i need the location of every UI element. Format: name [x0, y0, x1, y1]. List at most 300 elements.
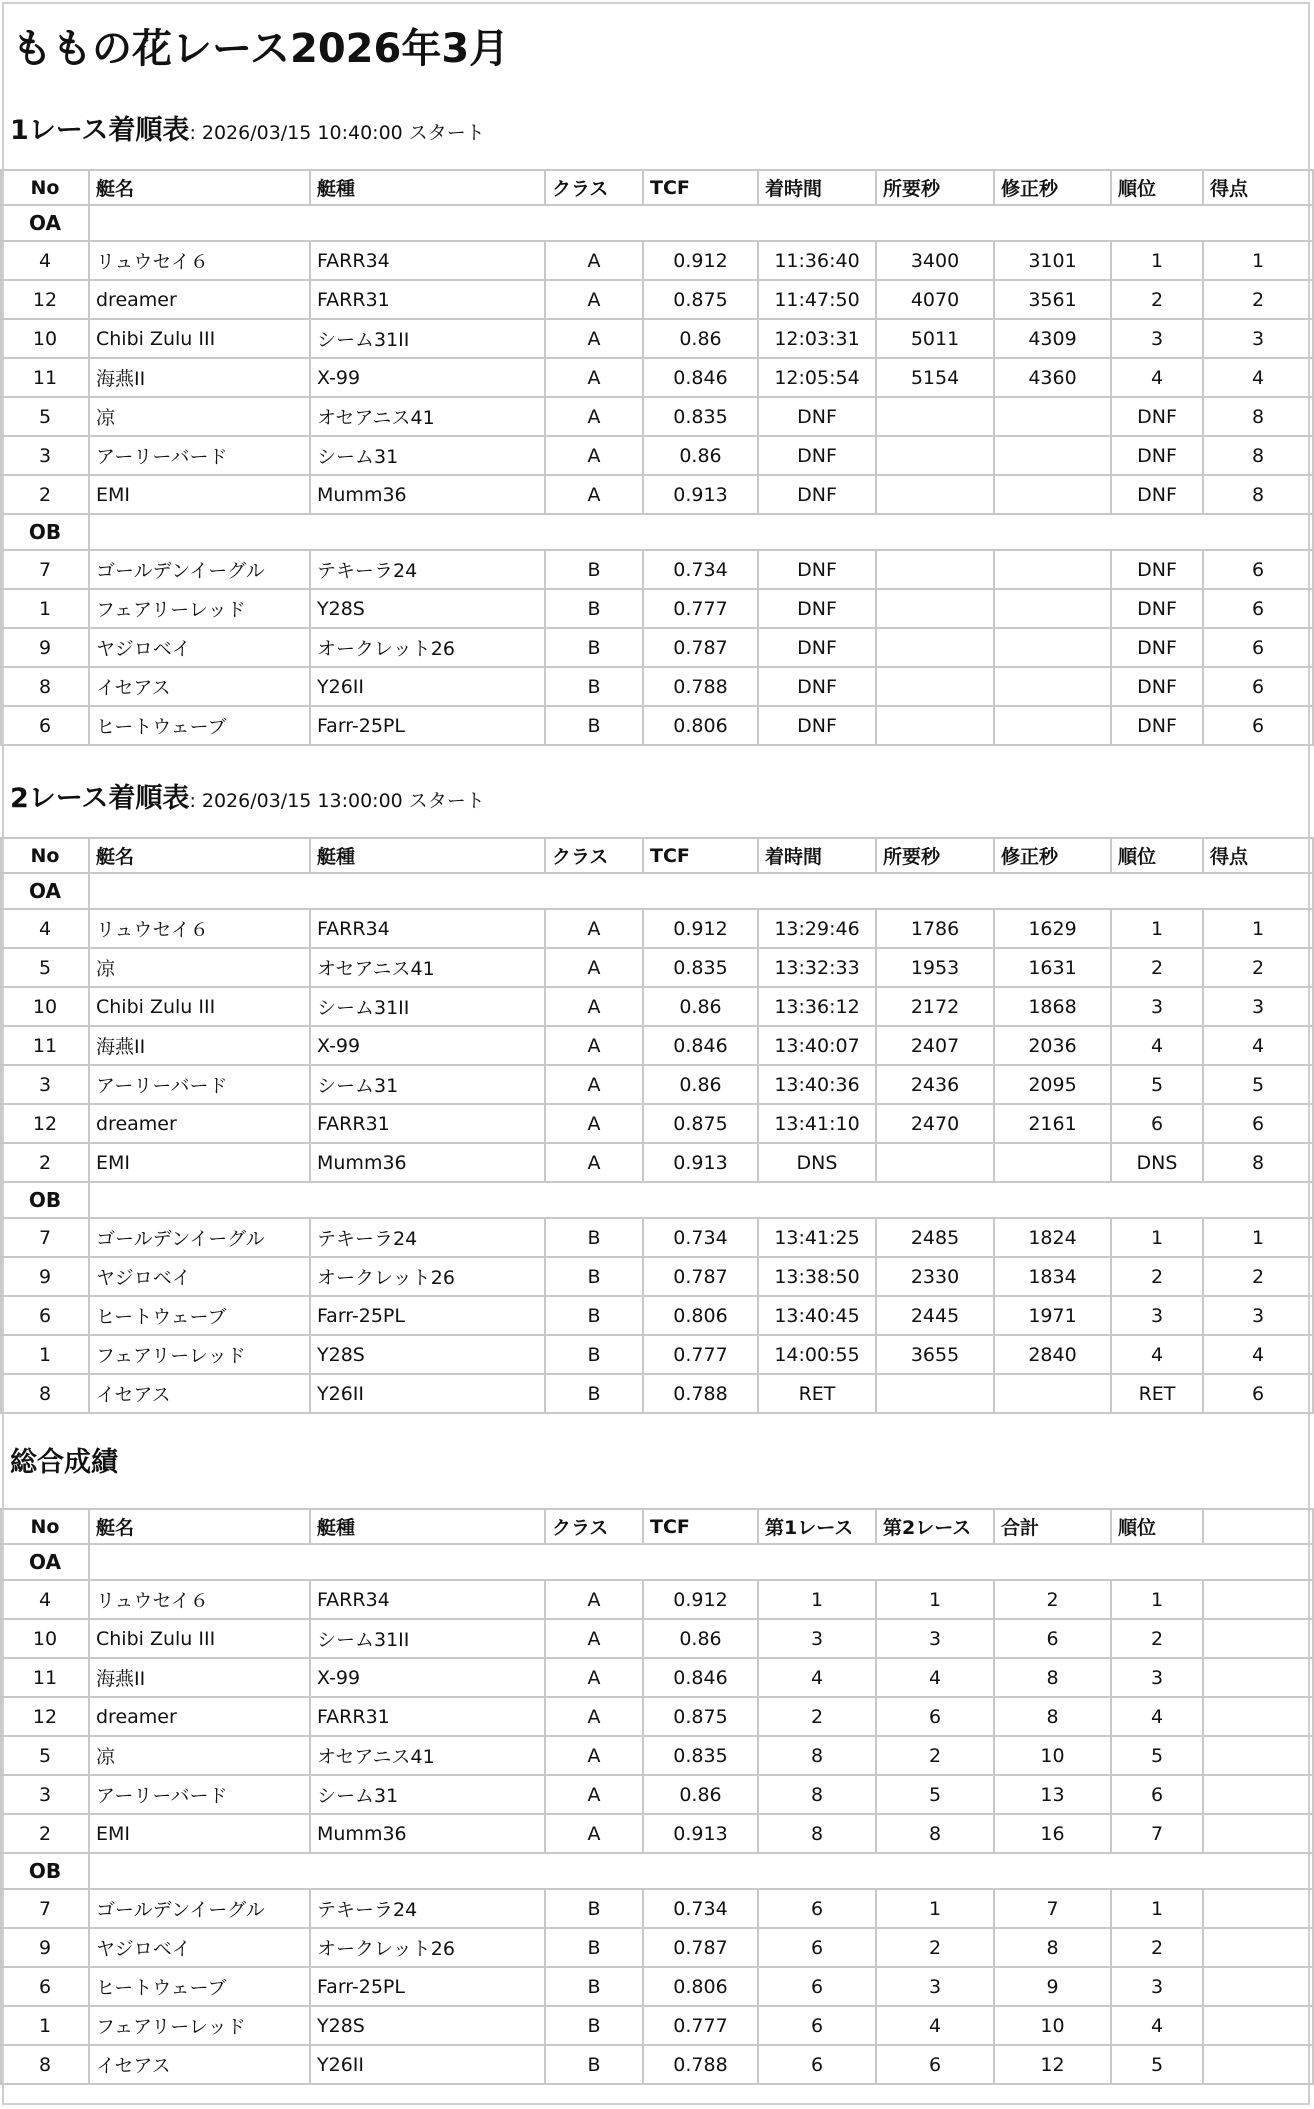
cell-col7: 3	[876, 1967, 994, 2006]
cell-no: 6	[1, 706, 89, 745]
cell-col7: 2445	[876, 1296, 994, 1335]
cell-boat-name: 海燕II	[89, 358, 310, 397]
overall-results-table	[0, 1508, 1314, 2085]
column-header-tcf: TCF	[643, 170, 758, 205]
cell-col8: 2161	[994, 1104, 1111, 1143]
cell-col7: 1	[876, 1889, 994, 1928]
table-row	[1, 987, 1313, 1026]
cell-class: B	[545, 706, 643, 745]
cell-col6: 6	[758, 1928, 876, 1967]
cell-class: B	[545, 2006, 643, 2045]
cell-col7: 2330	[876, 1257, 994, 1296]
cell-class: B	[545, 1296, 643, 1335]
cell-tcf: 0.846	[643, 1026, 758, 1065]
table-row	[1, 628, 1313, 667]
cell-col9: DNF	[1111, 628, 1203, 667]
cell-col8: 16	[994, 1814, 1111, 1853]
cell-col8: 3101	[994, 241, 1111, 280]
cell-col9: 2	[1111, 1928, 1203, 1967]
cell-col6: 13:41:25	[758, 1218, 876, 1257]
cell-col7: 4	[876, 2006, 994, 2045]
cell-tcf: 0.835	[643, 948, 758, 987]
cell-boat-name: フェアリーレッド	[89, 2006, 310, 2045]
cell-boat-type: Y26II	[310, 667, 545, 706]
cell-col9: 6	[1111, 1104, 1203, 1143]
cell-tcf: 0.913	[643, 475, 758, 514]
cell-col10	[1203, 1697, 1313, 1736]
cell-col9: 5	[1111, 1736, 1203, 1775]
cell-col9: 3	[1111, 1658, 1203, 1697]
cell-boat-type: シーム31II	[310, 319, 545, 358]
cell-class: A	[545, 358, 643, 397]
cell-col6: 8	[758, 1736, 876, 1775]
cell-col8: 1868	[994, 987, 1111, 1026]
cell-col6: 8	[758, 1775, 876, 1814]
cell-no: 7	[1, 550, 89, 589]
cell-no: 8	[1, 1374, 89, 1413]
cell-col6: 13:40:07	[758, 1026, 876, 1065]
table-row	[1, 1374, 1313, 1413]
cell-col10: 3	[1203, 987, 1313, 1026]
cell-boat-name: EMI	[89, 1143, 310, 1182]
cell-tcf: 0.875	[643, 280, 758, 319]
cell-boat-name: アーリーバード	[89, 1775, 310, 1814]
cell-col8: 9	[994, 1967, 1111, 2006]
cell-boat-type: Y26II	[310, 1374, 545, 1413]
table-row	[1, 1296, 1313, 1335]
table-row	[1, 1257, 1313, 1296]
cell-boat-type: Y26II	[310, 2045, 545, 2084]
cell-col10: 2	[1203, 948, 1313, 987]
cell-no: 2	[1, 1814, 89, 1853]
cell-col10: 1	[1203, 1218, 1313, 1257]
cell-col10: 8	[1203, 397, 1313, 436]
group-row-filler	[89, 1182, 1313, 1218]
cell-no: 8	[1, 2045, 89, 2084]
cell-col8: 1631	[994, 948, 1111, 987]
cell-class: B	[545, 1218, 643, 1257]
table-row	[1, 1335, 1313, 1374]
table-row	[1, 1026, 1313, 1065]
cell-col6: DNS	[758, 1143, 876, 1182]
cell-col6: 13:40:36	[758, 1065, 876, 1104]
cell-tcf: 0.86	[643, 1775, 758, 1814]
cell-col8: 4309	[994, 319, 1111, 358]
table-row	[1, 948, 1313, 987]
cell-col10	[1203, 1967, 1313, 2006]
cell-boat-name: アーリーバード	[89, 436, 310, 475]
cell-col7: 5	[876, 1775, 994, 1814]
cell-col6: DNF	[758, 436, 876, 475]
cell-no: 7	[1, 1889, 89, 1928]
race2-title: 2レース着順表	[10, 783, 190, 814]
cell-col7: 6	[876, 1697, 994, 1736]
cell-col9: 4	[1111, 1697, 1203, 1736]
cell-boat-name: dreamer	[89, 280, 310, 319]
cell-col8	[994, 628, 1111, 667]
cell-col7	[876, 397, 994, 436]
cell-no: 5	[1, 948, 89, 987]
cell-col10: 3	[1203, 1296, 1313, 1335]
cell-no: 4	[1, 909, 89, 948]
cell-col8: 1824	[994, 1218, 1111, 1257]
cell-col6: 6	[758, 1889, 876, 1928]
cell-boat-name: ゴールデンイーグル	[89, 1218, 310, 1257]
cell-col10: 6	[1203, 550, 1313, 589]
cell-no: 12	[1, 1697, 89, 1736]
table-row	[1, 1143, 1313, 1182]
cell-boat-name: ヤジロベイ	[89, 628, 310, 667]
cell-col9: 1	[1111, 909, 1203, 948]
cell-boat-type: オークレット26	[310, 1928, 545, 1967]
cell-col6: 14:00:55	[758, 1335, 876, 1374]
cell-col6: 13:38:50	[758, 1257, 876, 1296]
cell-col8	[994, 1374, 1111, 1413]
table-row	[1, 1658, 1313, 1697]
cell-col6: 12:03:31	[758, 319, 876, 358]
cell-col9: DNS	[1111, 1143, 1203, 1182]
column-header-col6: 着時間	[758, 170, 876, 205]
column-header-tcf: TCF	[643, 1509, 758, 1544]
cell-col8: 2095	[994, 1065, 1111, 1104]
cell-col8: 4360	[994, 358, 1111, 397]
cell-col9: 1	[1111, 1218, 1203, 1257]
cell-boat-name: イセアス	[89, 1374, 310, 1413]
cell-boat-type: FARR34	[310, 1580, 545, 1619]
cell-boat-name: Chibi Zulu III	[89, 319, 310, 358]
cell-boat-type: Mumm36	[310, 1143, 545, 1182]
cell-no: 3	[1, 436, 89, 475]
cell-col7: 2485	[876, 1218, 994, 1257]
race1-title: 1レース着順表	[10, 115, 190, 146]
group-label: OA	[1, 205, 89, 241]
cell-no: 10	[1, 319, 89, 358]
cell-col9: 3	[1111, 319, 1203, 358]
cell-boat-type: テキーラ24	[310, 1218, 545, 1257]
cell-boat-type: FARR31	[310, 1104, 545, 1143]
cell-no: 3	[1, 1065, 89, 1104]
cell-col8	[994, 550, 1111, 589]
cell-col10	[1203, 1619, 1313, 1658]
cell-col7	[876, 628, 994, 667]
cell-col6: 11:47:50	[758, 280, 876, 319]
cell-col6: 13:36:12	[758, 987, 876, 1026]
cell-col6: 6	[758, 2045, 876, 2084]
cell-tcf: 0.912	[643, 1580, 758, 1619]
race1-results-table	[0, 169, 1314, 746]
column-header-col7: 所要秒	[876, 170, 994, 205]
cell-col8	[994, 475, 1111, 514]
cell-col9: 7	[1111, 1814, 1203, 1853]
cell-col7	[876, 436, 994, 475]
group-row	[1, 514, 1313, 550]
cell-class: A	[545, 1814, 643, 1853]
cell-col9: 6	[1111, 1775, 1203, 1814]
cell-boat-name: ヒートウェーブ	[89, 1296, 310, 1335]
cell-col6: DNF	[758, 667, 876, 706]
cell-col9: 1	[1111, 241, 1203, 280]
table-row	[1, 589, 1313, 628]
cell-no: 4	[1, 241, 89, 280]
column-header-col6: 着時間	[758, 838, 876, 873]
page-title: ももの花レース2026年3月	[12, 26, 510, 72]
column-header-no: No	[1, 838, 89, 873]
cell-col9: 5	[1111, 1065, 1203, 1104]
cell-boat-name: ゴールデンイーグル	[89, 1889, 310, 1928]
cell-col8: 2036	[994, 1026, 1111, 1065]
cell-col7	[876, 1374, 994, 1413]
cell-col8: 7	[994, 1889, 1111, 1928]
table-row	[1, 1814, 1313, 1853]
column-header-boat-name: 艇名	[89, 170, 310, 205]
cell-class: A	[545, 1775, 643, 1814]
cell-no: 10	[1, 1619, 89, 1658]
cell-col7: 4070	[876, 280, 994, 319]
cell-col7	[876, 667, 994, 706]
cell-col6: DNF	[758, 475, 876, 514]
cell-class: B	[545, 1889, 643, 1928]
cell-col8: 10	[994, 2006, 1111, 2045]
cell-class: A	[545, 1658, 643, 1697]
cell-no: 11	[1, 358, 89, 397]
cell-col9: DNF	[1111, 397, 1203, 436]
cell-col10	[1203, 1580, 1313, 1619]
table-row	[1, 1218, 1313, 1257]
cell-col10	[1203, 2045, 1313, 2084]
table-row	[1, 397, 1313, 436]
column-header-col9: 順位	[1111, 170, 1203, 205]
group-row-filler	[89, 873, 1313, 909]
cell-no: 1	[1, 589, 89, 628]
cell-col6: DNF	[758, 706, 876, 745]
cell-boat-type: FARR31	[310, 1697, 545, 1736]
race2-results-table	[0, 837, 1314, 1414]
cell-class: A	[545, 1104, 643, 1143]
cell-boat-name: ゴールデンイーグル	[89, 550, 310, 589]
cell-col9: DNF	[1111, 550, 1203, 589]
cell-class: B	[545, 1967, 643, 2006]
cell-col8: 1971	[994, 1296, 1111, 1335]
cell-no: 8	[1, 667, 89, 706]
table-row	[1, 436, 1313, 475]
cell-tcf: 0.787	[643, 1257, 758, 1296]
group-row	[1, 1182, 1313, 1218]
cell-col6: DNF	[758, 397, 876, 436]
table-row	[1, 1967, 1313, 2006]
cell-class: A	[545, 280, 643, 319]
group-row-filler	[89, 1544, 1313, 1580]
cell-col10: 6	[1203, 589, 1313, 628]
cell-tcf: 0.86	[643, 436, 758, 475]
table-row	[1, 550, 1313, 589]
table-row	[1, 241, 1313, 280]
cell-boat-type: オセアニス41	[310, 948, 545, 987]
cell-tcf: 0.734	[643, 550, 758, 589]
cell-boat-name: リュウセイ６	[89, 241, 310, 280]
cell-tcf: 0.734	[643, 1889, 758, 1928]
column-header-no: No	[1, 170, 89, 205]
cell-boat-type: Farr-25PL	[310, 1967, 545, 2006]
cell-col8	[994, 436, 1111, 475]
cell-no: 6	[1, 1296, 89, 1335]
cell-col10: 6	[1203, 706, 1313, 745]
column-header-col10: 得点	[1203, 170, 1313, 205]
cell-no: 9	[1, 1257, 89, 1296]
cell-col6: 6	[758, 1967, 876, 2006]
cell-tcf: 0.806	[643, 1296, 758, 1335]
cell-class: B	[545, 1257, 643, 1296]
cell-boat-name: フェアリーレッド	[89, 589, 310, 628]
cell-class: A	[545, 475, 643, 514]
column-header-class: クラス	[545, 838, 643, 873]
cell-tcf: 0.788	[643, 1374, 758, 1413]
table-row	[1, 909, 1313, 948]
column-header-boat-type: 艇種	[310, 170, 545, 205]
cell-col10: 5	[1203, 1065, 1313, 1104]
cell-col10: 2	[1203, 1257, 1313, 1296]
cell-class: A	[545, 241, 643, 280]
cell-tcf: 0.912	[643, 241, 758, 280]
group-row	[1, 1544, 1313, 1580]
cell-col10: 2	[1203, 280, 1313, 319]
cell-col7: 1953	[876, 948, 994, 987]
cell-boat-type: Mumm36	[310, 1814, 545, 1853]
group-label: OB	[1, 514, 89, 550]
cell-col7: 8	[876, 1814, 994, 1853]
column-header-col9: 順位	[1111, 1509, 1203, 1544]
cell-tcf: 0.806	[643, 706, 758, 745]
cell-col7: 2407	[876, 1026, 994, 1065]
cell-class: A	[545, 987, 643, 1026]
cell-tcf: 0.734	[643, 1218, 758, 1257]
cell-class: A	[545, 397, 643, 436]
cell-no: 12	[1, 280, 89, 319]
cell-col6: RET	[758, 1374, 876, 1413]
column-header-col10	[1203, 1509, 1313, 1544]
cell-boat-name: 凉	[89, 948, 310, 987]
column-header-boat-name: 艇名	[89, 1509, 310, 1544]
cell-col7: 2436	[876, 1065, 994, 1104]
cell-col7: 2	[876, 1736, 994, 1775]
cell-col10: 6	[1203, 1104, 1313, 1143]
cell-boat-name: ヒートウェーブ	[89, 1967, 310, 2006]
cell-col7	[876, 475, 994, 514]
column-header-boat-type: 艇種	[310, 1509, 545, 1544]
cell-tcf: 0.913	[643, 1143, 758, 1182]
cell-class: A	[545, 948, 643, 987]
cell-tcf: 0.875	[643, 1697, 758, 1736]
cell-col6: 6	[758, 2006, 876, 2045]
cell-boat-type: X-99	[310, 1658, 545, 1697]
cell-class: B	[545, 1335, 643, 1374]
cell-col8: 6	[994, 1619, 1111, 1658]
cell-col9: 1	[1111, 1580, 1203, 1619]
cell-boat-type: オークレット26	[310, 628, 545, 667]
cell-tcf: 0.835	[643, 397, 758, 436]
cell-col8: 8	[994, 1658, 1111, 1697]
cell-col10: 4	[1203, 1335, 1313, 1374]
column-header-col8: 合計	[994, 1509, 1111, 1544]
cell-no: 7	[1, 1218, 89, 1257]
cell-tcf: 0.86	[643, 1065, 758, 1104]
cell-col7: 2	[876, 1928, 994, 1967]
cell-boat-type: FARR34	[310, 241, 545, 280]
cell-no: 9	[1, 1928, 89, 1967]
cell-col8: 8	[994, 1928, 1111, 1967]
cell-tcf: 0.913	[643, 1814, 758, 1853]
cell-col10: 6	[1203, 628, 1313, 667]
cell-col8: 1629	[994, 909, 1111, 948]
cell-no: 5	[1, 397, 89, 436]
cell-col9: 4	[1111, 2006, 1203, 2045]
cell-boat-type: オークレット26	[310, 1257, 545, 1296]
group-row-filler	[89, 1853, 1313, 1889]
cell-tcf: 0.846	[643, 358, 758, 397]
table-row	[1, 706, 1313, 745]
cell-no: 11	[1, 1658, 89, 1697]
cell-boat-type: Mumm36	[310, 475, 545, 514]
column-header-boat-name: 艇名	[89, 838, 310, 873]
cell-col9: 4	[1111, 358, 1203, 397]
cell-col9: RET	[1111, 1374, 1203, 1413]
cell-col9: 1	[1111, 1889, 1203, 1928]
table-row	[1, 358, 1313, 397]
column-header-boat-type: 艇種	[310, 838, 545, 873]
cell-boat-type: テキーラ24	[310, 1889, 545, 1928]
cell-tcf: 0.777	[643, 1335, 758, 1374]
cell-tcf: 0.788	[643, 2045, 758, 2084]
race2-heading	[10, 779, 485, 822]
table-row	[1, 667, 1313, 706]
cell-col6: 8	[758, 1814, 876, 1853]
cell-col10: 6	[1203, 1374, 1313, 1413]
group-label: OA	[1, 873, 89, 909]
column-header-col7: 所要秒	[876, 838, 994, 873]
table-row	[1, 475, 1313, 514]
group-label: OA	[1, 1544, 89, 1580]
cell-col8	[994, 589, 1111, 628]
cell-col8	[994, 1143, 1111, 1182]
cell-boat-name: Chibi Zulu III	[89, 1619, 310, 1658]
table-row	[1, 2045, 1313, 2084]
column-header-class: クラス	[545, 1509, 643, 1544]
cell-boat-name: 凉	[89, 397, 310, 436]
cell-col10	[1203, 1889, 1313, 1928]
cell-col10	[1203, 1775, 1313, 1814]
cell-boat-type: X-99	[310, 1026, 545, 1065]
cell-boat-name: アーリーバード	[89, 1065, 310, 1104]
cell-class: A	[545, 1065, 643, 1104]
cell-col6: 11:36:40	[758, 241, 876, 280]
cell-col6: 13:40:45	[758, 1296, 876, 1335]
cell-col8	[994, 397, 1111, 436]
cell-boat-name: 海燕II	[89, 1026, 310, 1065]
cell-class: A	[545, 1697, 643, 1736]
cell-col9: DNF	[1111, 667, 1203, 706]
cell-col8: 3561	[994, 280, 1111, 319]
column-header-col10: 得点	[1203, 838, 1313, 873]
table-row	[1, 1697, 1313, 1736]
cell-col7: 6	[876, 2045, 994, 2084]
table-row	[1, 1928, 1313, 1967]
cell-boat-type: Farr-25PL	[310, 706, 545, 745]
cell-col7: 5011	[876, 319, 994, 358]
column-header-col6: 第1レース	[758, 1509, 876, 1544]
cell-col7	[876, 589, 994, 628]
cell-col10: 1	[1203, 241, 1313, 280]
cell-boat-type: Y28S	[310, 1335, 545, 1374]
cell-col10	[1203, 1814, 1313, 1853]
